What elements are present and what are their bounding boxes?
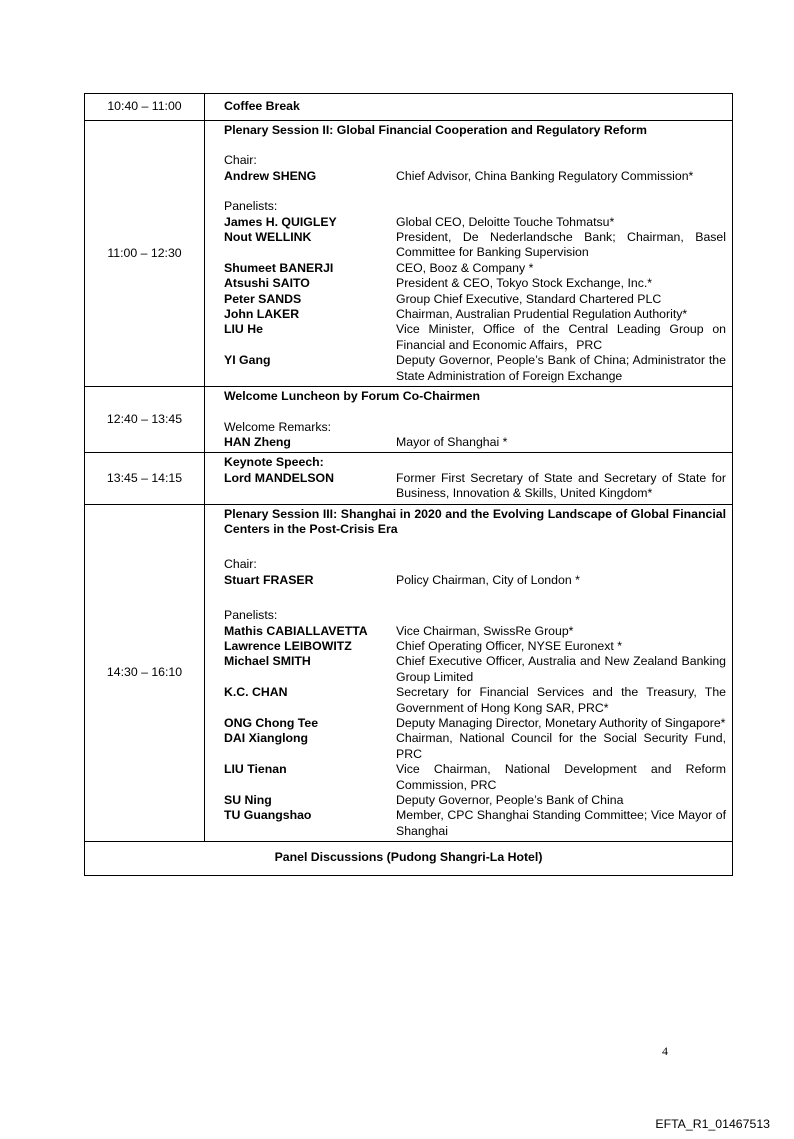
time-cell: 10:40 – 11:00	[85, 94, 205, 121]
speaker-name: ONG Chong Tee	[224, 716, 319, 730]
session-title: Plenary Session III: Shanghai in 2020 and the Evolving Landscape of Global Financial Centers in the Post-Crisis Era	[224, 506, 726, 536]
speaker-role: President, De Nederlandsche Bank; Chairman, Basel Committee for Banking Supervision	[396, 230, 726, 260]
speaker-role: Group Chief Executive, Standard Chartered PLC	[396, 291, 662, 306]
panelist-row	[224, 276, 726, 291]
panelist-row	[224, 307, 726, 322]
panelist-row	[224, 215, 726, 230]
speaker-row	[224, 471, 726, 502]
panelist-row	[224, 292, 726, 307]
session-cell	[205, 504, 733, 842]
speaker-name: Peter SANDS	[224, 291, 302, 306]
speaker-role: President & CEO, Tokyo Stock Exchange, Inc.*	[396, 276, 653, 291]
time-cell: 11:00 – 12:30	[85, 121, 205, 387]
panelist-row	[224, 230, 726, 261]
speaker-name: K.C. CHAN	[224, 685, 288, 700]
speaker-role: Secretary for Financial Services and the Treasury, The Government of Hong Kong SAR, PRC*	[396, 685, 726, 715]
chair-row	[224, 169, 726, 184]
speaker-name: Lawrence LEIBOWITZ	[224, 638, 352, 653]
session-title: Keynote Speech:	[224, 455, 324, 470]
speaker-role: Chairman, National Council for the Social Security Fund, PRC	[396, 731, 726, 761]
panelist-row	[224, 731, 726, 762]
panelist-row	[224, 808, 726, 839]
panelist-row	[224, 762, 726, 793]
session-cell	[205, 453, 733, 504]
agenda-row-plenary3	[85, 504, 733, 842]
agenda-row-plenary2	[85, 121, 733, 387]
panelist-row	[224, 261, 726, 276]
panelist-row	[224, 322, 726, 353]
speaker-name: Andrew SHENG	[224, 168, 317, 183]
panelist-row	[224, 716, 726, 731]
panelist-row	[224, 654, 726, 685]
agenda-row-keynote	[85, 453, 733, 504]
speaker-name: Michael SMITH	[224, 654, 311, 669]
speaker-name: LIU Tienan	[224, 762, 287, 777]
panelist-row	[224, 639, 726, 654]
speaker-name: DAI Xianglong	[224, 731, 309, 746]
session-cell	[205, 121, 733, 387]
chair-label: Chair:	[224, 557, 257, 572]
speaker-role: Chief Advisor, China Banking Regulatory Commission*	[396, 168, 694, 183]
speaker-name: Nout WELLINK	[224, 230, 312, 245]
session-title: Welcome Luncheon by Forum Co-Chairmen	[224, 389, 480, 404]
time-cell: 14:30 – 16:10	[85, 504, 205, 842]
panelist-row	[224, 353, 726, 384]
chair-label: Chair:	[224, 153, 257, 168]
agenda-row-panel-discussions	[85, 842, 733, 875]
speaker-role: Chief Operating Officer, NYSE Euronext *	[396, 638, 623, 653]
session-title: Coffee Break	[205, 94, 733, 121]
speaker-name: James H. QUIGLEY	[224, 214, 337, 229]
panelist-row	[224, 793, 726, 808]
panelist-row	[224, 624, 726, 639]
speaker-name: TU Guangshao	[224, 808, 312, 823]
speaker-name: LIU He	[224, 322, 263, 337]
agenda-row-luncheon	[85, 387, 733, 453]
speaker-role: Vice Chairman, SwissRe Group*	[396, 623, 574, 638]
speaker-name: Shumeet BANERJI	[224, 260, 334, 275]
panelist-row	[224, 685, 726, 716]
speaker-name: John LAKER	[224, 307, 300, 322]
speaker-row	[224, 435, 726, 450]
speaker-role: Chief Executive Officer, Australia and New Zealand Banking Group Limited	[396, 654, 726, 684]
speaker-name: YI Gang	[224, 353, 271, 368]
speaker-name: Mathis CABIALLAVETTA	[224, 623, 368, 638]
speaker-name: SU Ning	[224, 793, 272, 808]
time-cell: 13:45 – 14:15	[85, 453, 205, 504]
speaker-role: Deputy Governor, People’s Bank of China	[396, 793, 624, 808]
speaker-role: CEO, Booz & Company *	[396, 260, 534, 275]
speaker-role: Deputy Governor, People’s Bank of China; Administrator the State Administration of Foreign Exchange	[396, 353, 726, 383]
speaker-role: Policy Chairman, City of London *	[396, 572, 580, 587]
speaker-role: Member, CPC Shanghai Standing Committee; Vice Mayor of Shanghai	[396, 808, 726, 838]
speaker-role: Vice Chairman, National Development and Reform Commission, PRC	[396, 762, 726, 792]
speaker-name: HAN Zheng	[224, 434, 291, 449]
speaker-role: Global CEO, Deloitte Touche Tohmatsu*	[396, 214, 615, 229]
speaker-name: Atsushi SAITO	[224, 276, 310, 291]
speaker-role: Deputy Managing Director, Monetary Authority of Singapore*	[396, 716, 726, 730]
session-title: Plenary Session II: Global Financial Cooperation and Regulatory Reform	[224, 123, 647, 137]
session-cell	[205, 387, 733, 453]
time-cell: 12:40 – 13:45	[85, 387, 205, 453]
agenda-row-coffee	[85, 94, 733, 121]
panelists-label: Panelists:	[224, 608, 278, 623]
speaker-name: Lord MANDELSON	[224, 470, 334, 485]
panel-discussions-banner: Panel Discussions (Pudong Shangri-La Hotel)	[85, 842, 733, 875]
agenda-table	[84, 93, 733, 876]
panelists-label: Panelists:	[224, 199, 278, 214]
remarks-label: Welcome Remarks:	[224, 419, 332, 434]
chair-row	[224, 573, 726, 588]
speaker-role: Mayor of Shanghai *	[396, 434, 508, 449]
speaker-role: Former First Secretary of State and Secretary of State for Business, Innovation & Skills, United Kingdom*	[396, 470, 726, 501]
page-number: 4	[662, 1044, 668, 1058]
speaker-role: Vice Minister, Office of the Central Leading Group on Financial and Economic Affairs，PRC	[396, 322, 726, 352]
speaker-name: Stuart FRASER	[224, 572, 314, 587]
document-id-footer: EFTA_R1_01467513	[655, 1117, 770, 1131]
speaker-role: Chairman, Australian Prudential Regulation Authority*	[396, 307, 688, 322]
